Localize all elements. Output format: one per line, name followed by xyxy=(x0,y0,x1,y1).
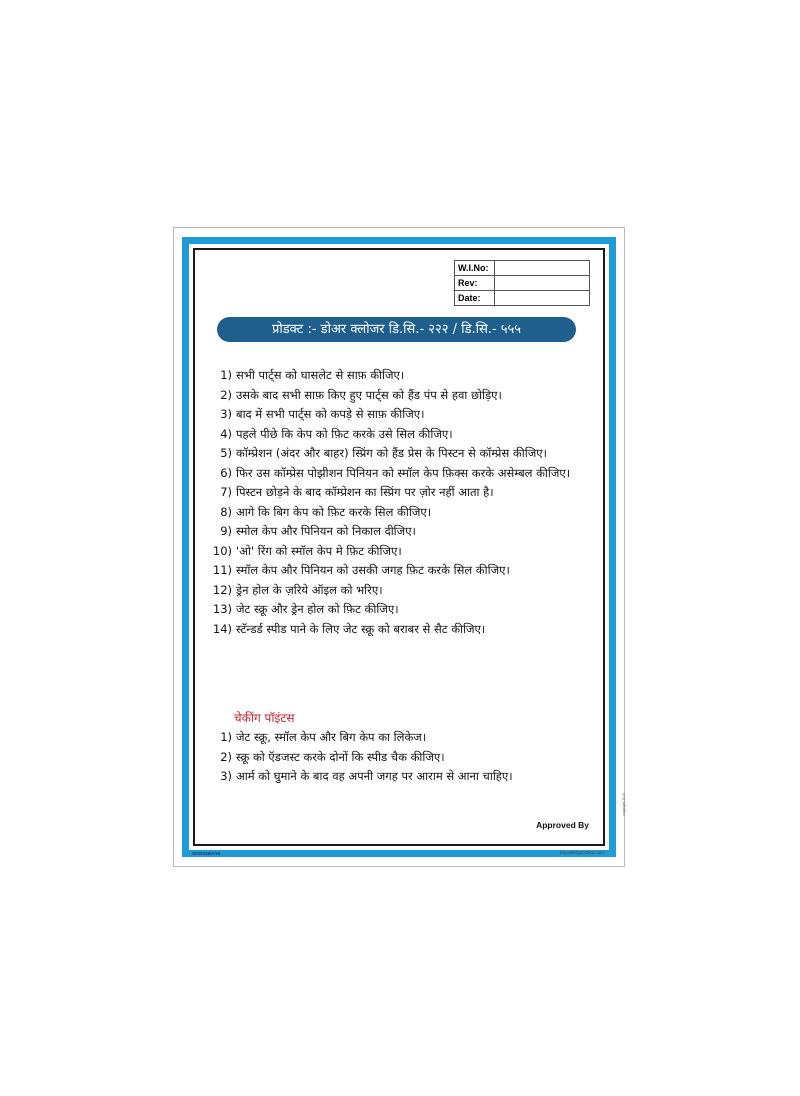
step-item xyxy=(201,483,601,503)
step-text: ड्रेन होल के ज़रिये ऑइल को भरिए। xyxy=(236,582,383,597)
check-text: आर्म को घुमाने के बाद वह अपनी जगह पर आराम से आना चाहिए। xyxy=(236,769,513,783)
work-instruction-table xyxy=(454,260,590,306)
step-text: सभी पार्ट्स को घासलेट से साफ़ कीजिए। xyxy=(236,368,405,382)
wi-no-row xyxy=(455,261,590,276)
step-item xyxy=(201,386,601,406)
step-text: स्मोल केप और पिनियन को निकाल दीजिए। xyxy=(236,524,416,538)
step-item xyxy=(201,366,601,386)
check-number: 1) xyxy=(220,730,232,744)
date-row xyxy=(455,291,590,306)
check-item xyxy=(201,728,601,748)
brand-footer: buysafetyposters.com xyxy=(560,850,604,855)
checking-points-list xyxy=(201,728,601,787)
copyright-text: copyright 2018 xyxy=(622,793,626,816)
step-item xyxy=(201,444,601,464)
step-text: स्टॅन्डर्ड स्पीड पाने के लिए जेट स्क्रू को बराबर से सैट कीजिए। xyxy=(236,621,486,636)
check-text: जेट स्क्रू, स्मॉल केप और बिग केप का लिकेज। xyxy=(236,730,427,744)
step-text: पिस्टन छोड़ने के बाद कॉम्प्रेशन का स्प्रिंग पर ज़ोर नहीं आता है। xyxy=(236,485,494,499)
step-item xyxy=(201,542,601,562)
rev-value xyxy=(495,276,590,291)
step-text: फिर उस कॉम्प्रेस पोझीशन पिनियन को स्मॉल केप फ़िक्स करके असेम्बल कीजिए। xyxy=(236,465,571,480)
step-item xyxy=(201,522,601,542)
step-number: 11) xyxy=(212,563,232,577)
step-item xyxy=(201,620,601,640)
step-number: 3) xyxy=(220,407,232,421)
date-value xyxy=(495,291,590,306)
step-text: बाद में सभी पार्ट्स को कपड़े से साफ़ कीजिए। xyxy=(236,407,425,421)
step-item xyxy=(201,561,601,581)
step-text: जेट स्क्रू और ड्रेन होल को फ़िट कीजिए। xyxy=(236,602,399,616)
step-text: स्मॉल केप और पिनियन को उसकी जगह फ़िट करके सिल कीजिए। xyxy=(236,563,510,577)
step-text: 'ओ' रिंग को स्मॉल केप मे फ़िट कीजिए। xyxy=(236,543,402,558)
step-text: कॉम्प्रेशन (अंदर और बाहर) स्प्रिंग को हैंड प्रेस के पिस्टन से कॉम्प्रेस कीजिए। xyxy=(236,446,547,460)
step-text: आगे कि बिग केप को फ़िट करके सिल कीजिए। xyxy=(236,504,432,519)
wi-no-value xyxy=(495,261,590,276)
step-number: 7) xyxy=(220,485,232,499)
step-number: 2) xyxy=(220,387,232,402)
poster xyxy=(173,227,625,867)
check-number: 3) xyxy=(220,769,232,783)
blue-frame xyxy=(182,237,616,857)
step-number: 14) xyxy=(212,621,232,636)
step-number: 8) xyxy=(220,504,232,519)
wi-no-label: W.I.No: xyxy=(455,261,495,276)
step-number: 5) xyxy=(220,446,232,460)
procedure-steps xyxy=(201,366,601,639)
step-item xyxy=(201,425,601,445)
step-number: 10) xyxy=(212,543,232,558)
step-number: 9) xyxy=(220,524,232,538)
check-text: स्क्रू को ऍडजस्ट करके दोनों कि स्पीड चैक कीजिए। xyxy=(236,749,445,764)
check-item xyxy=(201,767,601,787)
step-text: उसके बाद सभी साफ़ किए हुए पार्ट्स को हैंड पंप से हवा छोड़िए। xyxy=(236,387,502,402)
step-item xyxy=(201,405,601,425)
white-frame xyxy=(189,244,609,850)
step-item xyxy=(201,503,601,523)
rev-row xyxy=(455,276,590,291)
check-item xyxy=(201,748,601,768)
step-number: 13) xyxy=(212,602,232,616)
date-label: Date: xyxy=(455,291,495,306)
content-frame xyxy=(193,248,605,846)
check-number: 2) xyxy=(220,749,232,764)
approved-by-label: Approved By xyxy=(536,820,589,830)
checking-points-title: चेकींग पॉइंटस xyxy=(234,711,295,725)
step-item xyxy=(201,581,601,601)
rev-label: Rev: xyxy=(455,276,495,291)
step-item xyxy=(201,464,601,484)
step-number: 4) xyxy=(220,426,232,441)
step-number: 6) xyxy=(220,465,232,480)
step-number: 1) xyxy=(220,368,232,382)
document-code: WI00036/A/HI xyxy=(192,851,221,856)
product-title-banner: प्रोडक्ट :- डोअर क्लोजर डि.सि.- २२२ / डि.सि.- ५५५ xyxy=(217,317,576,342)
step-item xyxy=(201,600,601,620)
step-number: 12) xyxy=(212,582,232,597)
step-text: पहले पीछे कि केप को फ़िट करके उसे सिल कीजिए। xyxy=(236,426,453,441)
